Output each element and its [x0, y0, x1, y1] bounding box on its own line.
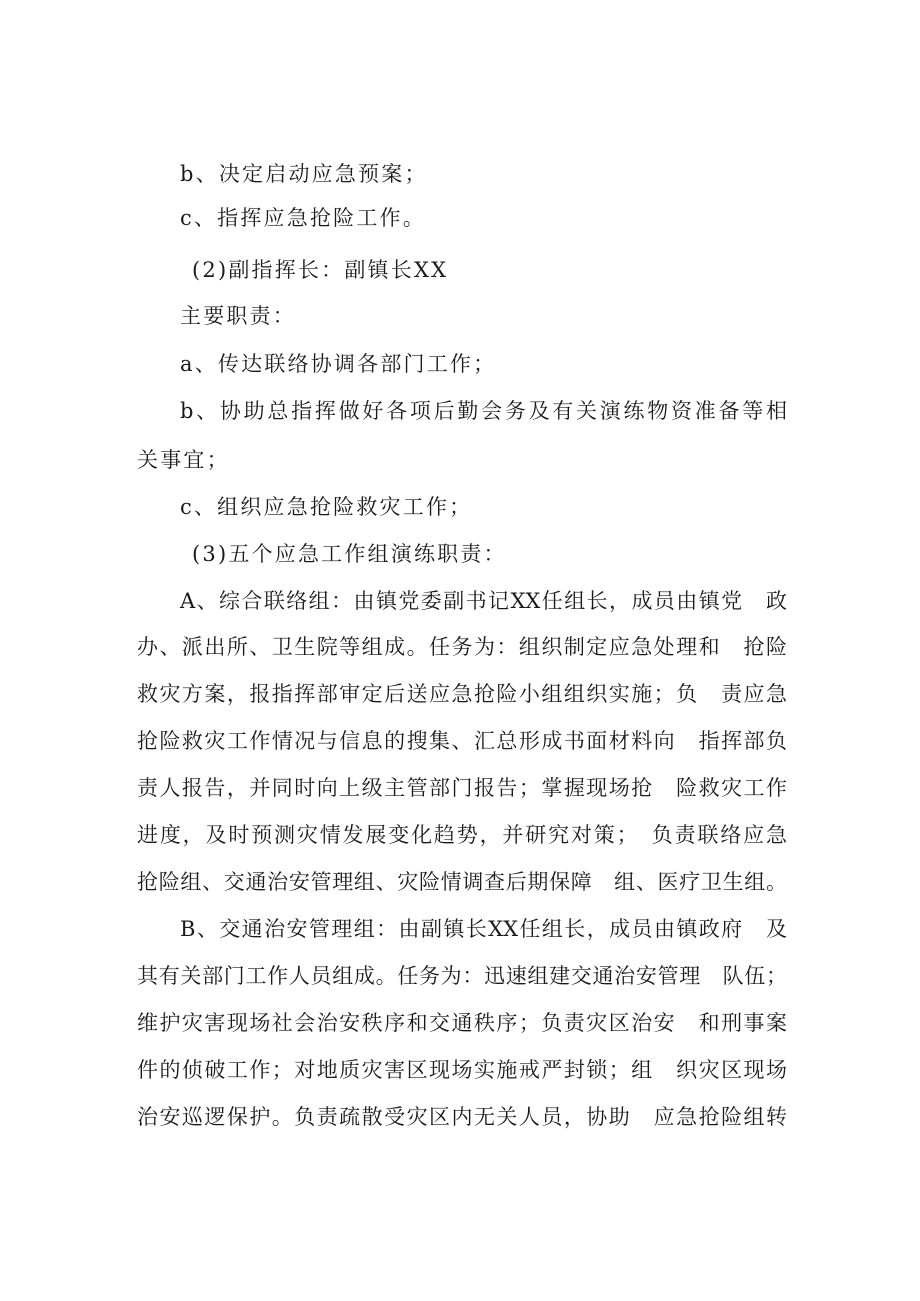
text-line-8: c、组织应急抢险救灾工作；: [180, 495, 473, 519]
text-line-2: c、指挥应急抢险工作。: [180, 206, 426, 230]
text-line-9: (3)五个应急工作组演练职责：: [192, 542, 507, 566]
text-line-7: 关事宜；: [137, 448, 230, 472]
text-line-20: 件的侦破工作；对地质灾害区现场实施戒严封锁；组 织灾区现场: [137, 1058, 787, 1082]
text-line-13: 抢险救灾工作情况与信息的搜集、汇总形成书面材料向 指挥部负: [137, 729, 787, 753]
text-line-4: 主要职责：: [180, 304, 296, 328]
text-line-21: 治安巡逻保护。负责疏散受灾区内无关人员，协助 应急抢险组转: [137, 1105, 787, 1129]
text-line-19: 维护灾害现场社会治安秩序和交通秩序；负责灾区治安 和刑事案: [137, 1011, 787, 1035]
text-line-16: 抢险组、交通治安管理组、灾险情调查后期保障 组、医疗卫生组。: [137, 870, 787, 894]
text-line-17: B、交通治安管理组：由副镇长XX任组长，成员由镇政府 及: [180, 917, 787, 941]
text-line-5: a、传达联络协调各部门工作；: [180, 352, 497, 376]
text-line-11: 办、派出所、卫生院等组成。任务为：组织制定应急处理和 抢险: [137, 635, 787, 659]
text-line-12: 救灾方案，报指挥部审定后送应急抢险小组组织实施；负 责应急: [137, 682, 787, 706]
text-line-6: b、协助总指挥做好各项后勤会务及有关演练物资准备等相: [180, 399, 787, 423]
text-line-14: 责人报告，并同时向上级主管部门报告；掌握现场抢 险救灾工作: [137, 776, 787, 800]
text-line-3: (2)副指挥长：副镇长XX: [192, 258, 449, 282]
text-line-10: A、综合联络组：由镇党委副书记XX任组长，成员由镇党 政: [180, 589, 787, 613]
text-line-15: 进度，及时预测灾情发展变化趋势，并研究对策； 负责联络应急: [137, 823, 787, 847]
text-line-1: b、决定启动应急预案；: [180, 162, 428, 186]
text-line-18: 其有关部门工作人员组成。任务为：迅速组建交通治安管理 队伍；: [137, 964, 787, 988]
